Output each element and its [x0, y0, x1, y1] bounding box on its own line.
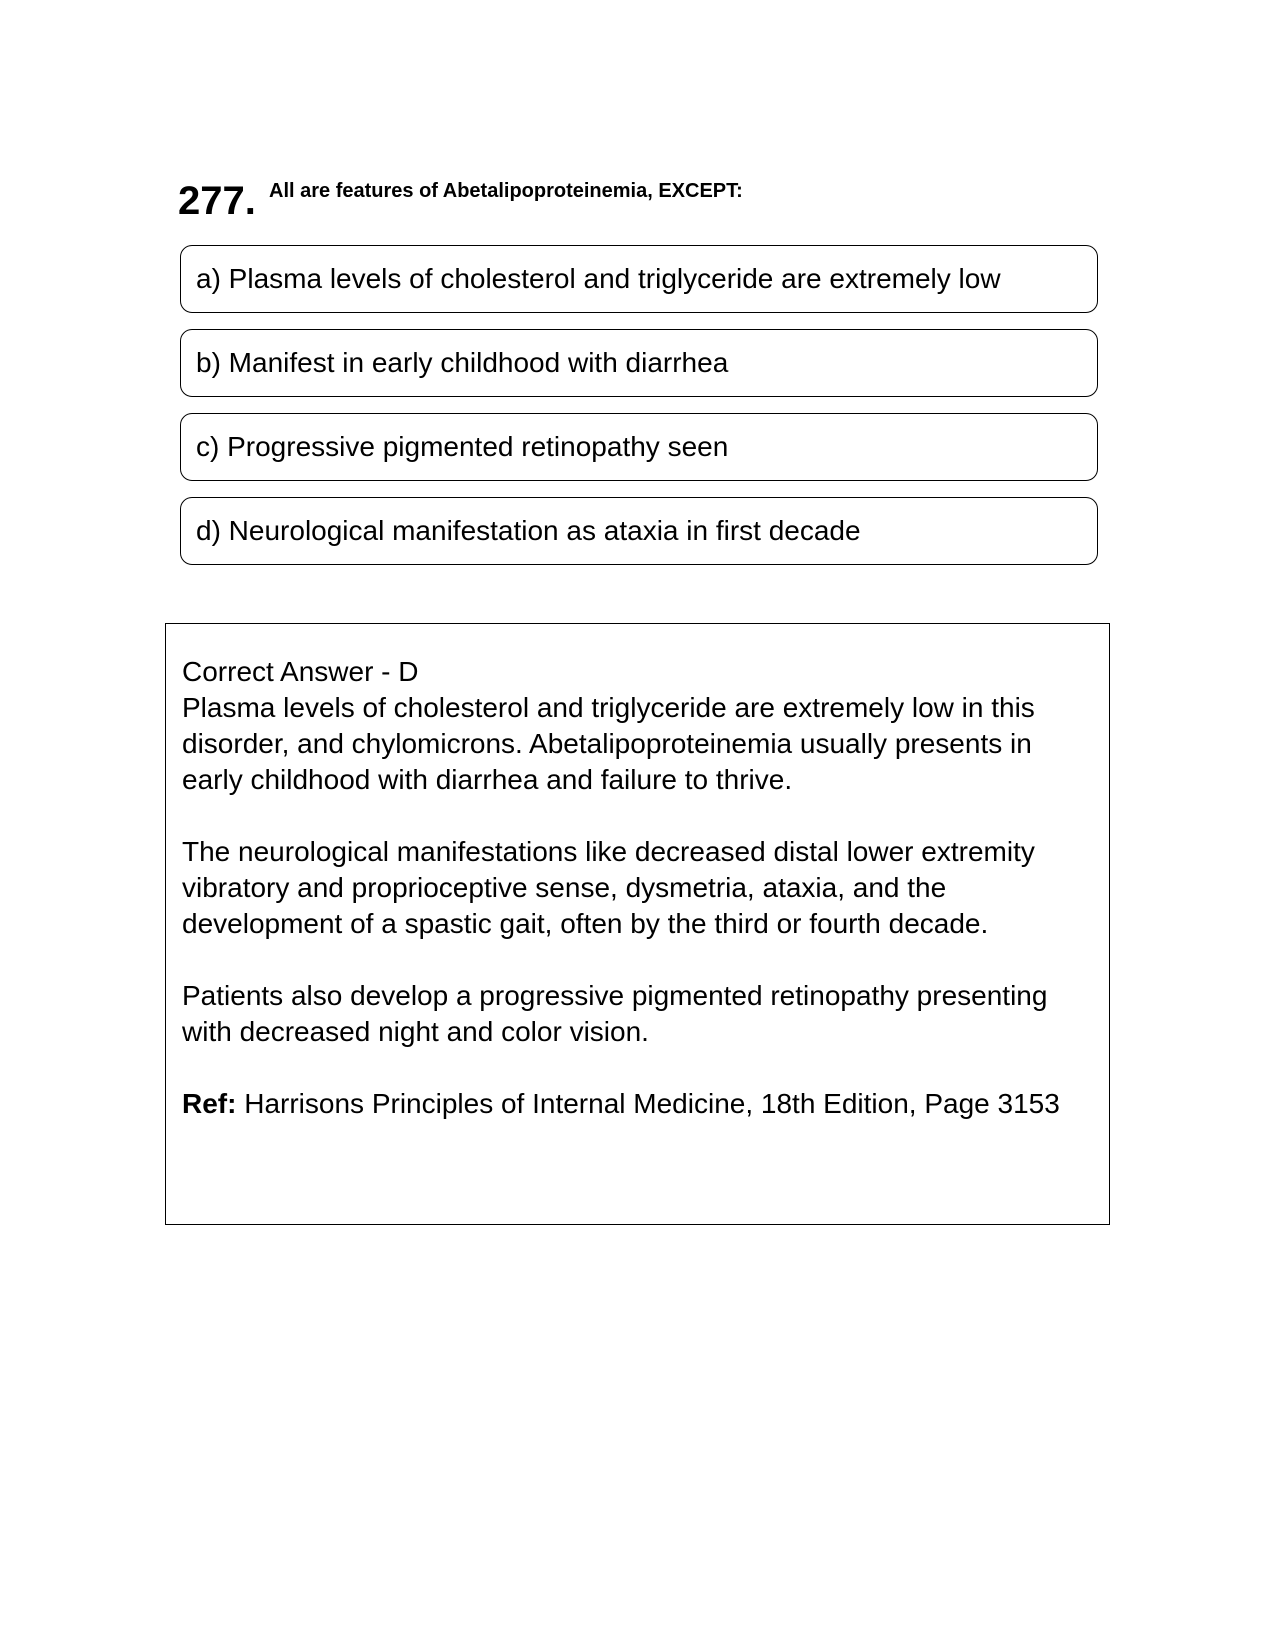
paragraph-spacer — [182, 1050, 1094, 1086]
answer-explanation-box — [165, 623, 1110, 1225]
option-c[interactable]: c) Progressive pigmented retinopathy seen — [180, 413, 1098, 481]
correct-answer-heading: Correct Answer - D — [182, 656, 419, 687]
question-number: 277. — [178, 179, 256, 223]
explanation-paragraph-1: Plasma levels of cholesterol and triglyceride are extremely low in this disorder, and chylomicrons. Abetalipoproteinemia usually presents in early childhood with diarrhea and failure to thrive. — [182, 692, 1035, 795]
option-d[interactable]: d) Neurological manifestation as ataxia in first decade — [180, 497, 1098, 565]
answer-options — [180, 245, 1098, 581]
reference-label: Ref: — [182, 1088, 237, 1119]
paragraph-spacer — [182, 798, 1094, 834]
paragraph-spacer — [182, 942, 1094, 978]
explanation-paragraph-2: The neurological manifestations like decreased distal lower extremity vibratory and proprioceptive sense, dysmetria, ataxia, and the development of a spastic gait, often by the third or fourth decade. — [182, 836, 1035, 939]
option-b[interactable]: b) Manifest in early childhood with diarrhea — [180, 329, 1098, 397]
explanation-paragraph-3: Patients also develop a progressive pigmented retinopathy presenting with decreased night and color vision. — [182, 980, 1048, 1047]
reference — [182, 1086, 1094, 1122]
option-a[interactable]: a) Plasma levels of cholesterol and triglyceride are extremely low — [180, 245, 1098, 313]
reference-text: Harrisons Principles of Internal Medicine, 18th Edition, Page 3153 — [236, 1088, 1060, 1119]
question-text: All are features of Abetalipoproteinemia, EXCEPT: — [269, 180, 743, 202]
question-header — [178, 178, 1098, 228]
